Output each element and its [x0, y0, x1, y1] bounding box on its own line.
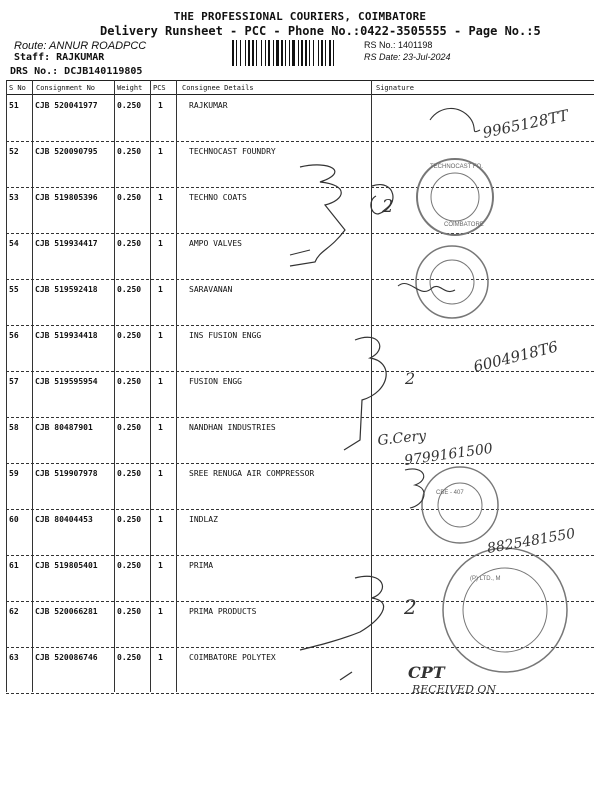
- barcode-bar: [268, 40, 270, 66]
- row-weight: 0.250: [117, 101, 142, 110]
- row-consignee: NANDHAN INDUSTRIES: [189, 423, 276, 432]
- stamp-text: CPT: [408, 663, 445, 682]
- row-consignment-no: CJB 519805396: [35, 193, 98, 202]
- table-row: [6, 280, 594, 326]
- row-pcs: 1: [158, 653, 163, 662]
- barcode-bar: [276, 40, 279, 66]
- row-sno: 62: [9, 607, 19, 616]
- handwritten-phone: 6004918T6: [471, 337, 560, 376]
- col-header-signature: Signature: [376, 84, 414, 92]
- row-pcs: 1: [158, 469, 163, 478]
- row-consignment-no: CJB 520086746: [35, 653, 98, 662]
- row-weight: 0.250: [117, 193, 142, 202]
- row-consignment-no: CJB 80404453: [35, 515, 93, 524]
- col-header-consignment: Consignment No: [36, 84, 96, 92]
- row-consignment-no: CJB 519805401: [35, 561, 98, 570]
- barcode-bar: [333, 40, 334, 66]
- row-sno: 53: [9, 193, 19, 202]
- row-weight: 0.250: [117, 653, 142, 662]
- barcode-bar: [329, 40, 331, 66]
- rs-date: RS Date: 23-Jul-2024: [364, 52, 451, 62]
- table-row: [6, 188, 594, 234]
- handwritten-mark: 2: [382, 196, 394, 217]
- row-sno: 57: [9, 377, 19, 386]
- barcode-bar: [298, 40, 299, 66]
- row-consignee: PRIMA: [189, 561, 214, 570]
- barcode-bar: [248, 40, 250, 66]
- barcode-bar: [273, 40, 274, 66]
- row-consignee: FUSION ENGG: [189, 377, 242, 386]
- rs-number: RS No.: 1401198: [364, 40, 433, 50]
- barcode-bar: [256, 40, 257, 66]
- barcode-bar: [252, 40, 254, 66]
- page-title: THE PROFESSIONAL COURIERS, COIMBATORE: [173, 10, 427, 23]
- barcode-bar: [245, 40, 246, 66]
- route-label: Route: ANNUR ROADPCC: [14, 40, 147, 52]
- table-row: [6, 234, 594, 280]
- handwritten-mark: 2: [405, 369, 416, 388]
- handwritten-phone: 9799161500: [403, 440, 494, 469]
- row-pcs: 1: [158, 285, 163, 294]
- table-row: [6, 648, 594, 694]
- row-consignee: INDLAZ: [189, 515, 218, 524]
- row-divider: [6, 693, 594, 694]
- handwritten-phone: 8825481550: [485, 525, 577, 557]
- row-consignee: SREE RENUGA AIR COMPRESSOR: [189, 469, 315, 478]
- table-row: [6, 372, 594, 418]
- row-pcs: 1: [158, 331, 163, 340]
- received-stamp: RECEIVED ON: [412, 683, 497, 696]
- barcode-bar: [313, 40, 314, 66]
- row-pcs: 1: [158, 423, 163, 432]
- barcode-bar: [281, 40, 283, 66]
- row-consignee: RAJKUMAR: [189, 101, 228, 110]
- table-top-border: [6, 80, 594, 81]
- row-sno: 59: [9, 469, 19, 478]
- svg-text:CBE - 407: CBE - 407: [436, 490, 464, 496]
- row-sno: 60: [9, 515, 19, 524]
- barcode-bar: [309, 40, 310, 66]
- col-header-pcs: PCS: [153, 84, 166, 92]
- col-header-weight: Weight: [117, 84, 143, 92]
- row-consignment-no: CJB 519907978: [35, 469, 98, 478]
- row-weight: 0.250: [117, 147, 142, 156]
- row-pcs: 1: [158, 147, 163, 156]
- row-sno: 51: [9, 101, 19, 110]
- row-weight: 0.250: [117, 515, 142, 524]
- row-weight: 0.250: [117, 469, 142, 478]
- row-sno: 61: [9, 561, 19, 570]
- barcode-bar: [265, 40, 266, 66]
- staff-label: Staff: RAJKUMAR: [14, 52, 105, 63]
- row-pcs: 1: [158, 101, 163, 110]
- row-sno: 58: [9, 423, 19, 432]
- barcode-bar: [318, 40, 319, 66]
- row-sno: 54: [9, 239, 19, 248]
- row-consignee: TECHNOCAST FOUNDRY: [189, 147, 276, 156]
- page-subtitle: Delivery Runsheet - PCC - Phone No.:0422-3505555 - Page No.:5: [100, 24, 541, 38]
- row-weight: 0.250: [117, 331, 142, 340]
- svg-text:TECHNOCAST FO.: TECHNOCAST FO.: [430, 164, 483, 170]
- row-consignment-no: CJB 519934418: [35, 331, 98, 340]
- barcode-bar: [289, 40, 290, 66]
- row-consignee: INS FUSION ENGG: [189, 331, 262, 340]
- drs-number: DRS No.: DCJB140119805: [10, 66, 143, 77]
- barcode-bar: [236, 40, 237, 66]
- row-consignment-no: CJB 519934417: [35, 239, 98, 248]
- barcode-bar: [321, 40, 323, 66]
- row-pcs: 1: [158, 193, 163, 202]
- row-weight: 0.250: [117, 239, 142, 248]
- barcode-bar: [325, 40, 326, 66]
- runsheet-table: [6, 80, 594, 692]
- table-row: [6, 326, 594, 372]
- table-row: [6, 464, 594, 510]
- row-sno: 63: [9, 653, 19, 662]
- handwritten-mark: 2: [404, 595, 417, 619]
- table-row: [6, 142, 594, 188]
- row-consignee: SARAVANAN: [189, 285, 233, 294]
- svg-text:(P) LTD., M: (P) LTD., M: [470, 576, 501, 582]
- row-consignment-no: CJB 80487901: [35, 423, 93, 432]
- row-pcs: 1: [158, 561, 163, 570]
- row-weight: 0.250: [117, 377, 142, 386]
- row-sno: 56: [9, 331, 19, 340]
- col-header-consignee: Consignee Details: [182, 84, 254, 92]
- row-consignee: COIMBATORE POLYTEX: [189, 653, 276, 662]
- row-consignee: AMPO VALVES: [189, 239, 242, 248]
- row-consignee: TECHNO COATS: [189, 193, 247, 202]
- svg-text:COIMBATORE: COIMBATORE: [444, 222, 484, 228]
- row-sno: 55: [9, 285, 19, 294]
- table-row: [6, 556, 594, 602]
- row-consignee: PRIMA PRODUCTS: [189, 607, 257, 616]
- row-consignment-no: CJB 520066281: [35, 607, 98, 616]
- table-row: [6, 96, 594, 142]
- row-pcs: 1: [158, 607, 163, 616]
- row-weight: 0.250: [117, 607, 142, 616]
- handwritten-name: G.Cery: [376, 427, 427, 449]
- row-weight: 0.250: [117, 561, 142, 570]
- row-consignment-no: CJB 519595954: [35, 377, 98, 386]
- row-weight: 0.250: [117, 285, 142, 294]
- table-row: [6, 602, 594, 648]
- barcode: [232, 40, 358, 66]
- row-consignment-no: CJB 519592418: [35, 285, 98, 294]
- row-pcs: 1: [158, 377, 163, 386]
- table-row: [6, 510, 594, 556]
- row-sno: 52: [9, 147, 19, 156]
- barcode-bar: [301, 40, 303, 66]
- row-pcs: 1: [158, 515, 163, 524]
- table-row: [6, 418, 594, 464]
- table-header-border: [6, 94, 594, 95]
- barcode-bar: [305, 40, 307, 66]
- barcode-bar: [292, 40, 295, 66]
- barcode-bar: [261, 40, 262, 66]
- row-consignment-no: CJB 520041977: [35, 101, 98, 110]
- barcode-bar: [285, 40, 286, 66]
- row-weight: 0.250: [117, 423, 142, 432]
- col-header-sno: S No: [9, 84, 26, 92]
- row-pcs: 1: [158, 239, 163, 248]
- handwritten-phone: 9965128TT: [481, 106, 571, 142]
- barcode-bar: [232, 40, 234, 66]
- row-consignment-no: CJB 520090795: [35, 147, 98, 156]
- barcode-bar: [240, 40, 241, 66]
